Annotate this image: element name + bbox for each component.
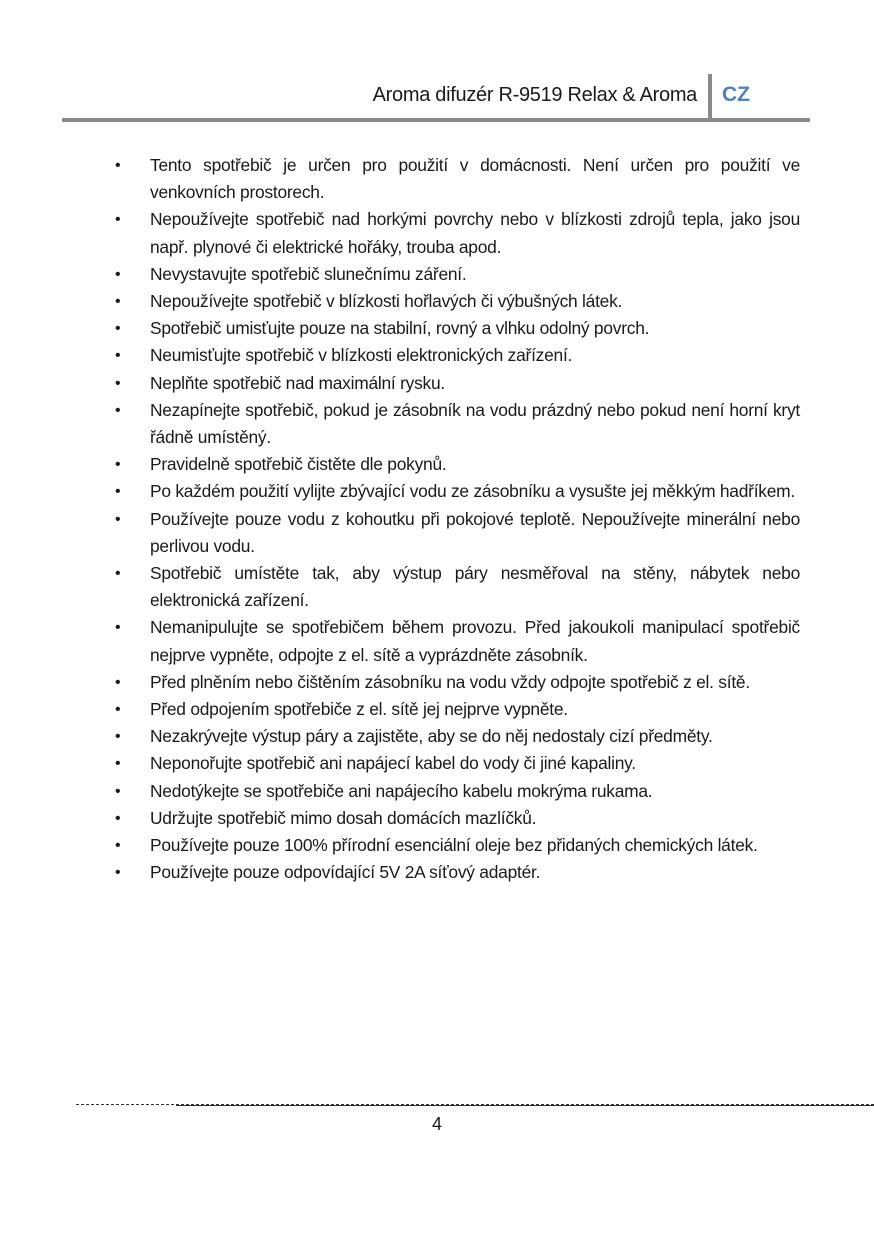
list-item-text: Nevystavujte spotřebič slunečnímu záření. xyxy=(150,263,467,284)
list-item-text: Udržujte spotřebič mimo dosah domácích mazlíčků. xyxy=(150,807,537,828)
header-rule xyxy=(62,118,810,122)
list-item xyxy=(110,315,800,342)
list-item-text: Nepoužívejte spotřebič v blízkosti hořlavých či výbušných látek. xyxy=(150,291,623,312)
list-item xyxy=(110,614,800,668)
header-divider xyxy=(708,74,712,120)
list-item-text: Neponořujte spotřebič ani napájecí kabel do vody či jiné kapaliny. xyxy=(150,753,636,774)
bullet-icon: • xyxy=(115,211,121,229)
bullet-icon: • xyxy=(115,293,121,311)
page-number: 4 xyxy=(431,1114,442,1134)
bullet-icon: • xyxy=(115,483,121,501)
bullet-icon: • xyxy=(115,565,121,583)
list-item-text: Před plněním nebo čištěním zásobníku na vodu vždy odpojte spotřebič z el. sítě. xyxy=(150,671,750,692)
list-item xyxy=(110,723,800,750)
list-item-text: Nezakrývejte výstup páry a zajistěte, aby se do něj nedostaly cizí předměty. xyxy=(150,726,713,747)
list-item xyxy=(110,451,800,478)
bullet-icon: • xyxy=(115,864,121,882)
list-item xyxy=(110,750,800,777)
page-header xyxy=(62,74,810,124)
bullet-icon: • xyxy=(115,728,121,746)
bullet-icon: • xyxy=(115,673,121,691)
bullet-icon: • xyxy=(115,401,121,419)
bullet-icon: • xyxy=(115,157,121,174)
list-item-text: Používejte pouze odpovídající 5V 2A síťový adaptér. xyxy=(150,862,541,883)
bullet-icon: • xyxy=(115,510,121,528)
bullet-list xyxy=(110,152,800,886)
list-item xyxy=(110,397,800,451)
list-item xyxy=(110,560,800,614)
bullet-icon: • xyxy=(115,701,121,719)
list-item xyxy=(110,669,800,696)
list-item-text: Používejte pouze vodu z kohoutku při pokojové teplotě. Nepoužívejte minerální nebo perlivou vodu. xyxy=(150,508,800,556)
list-item xyxy=(110,261,800,288)
list-item-text: Tento spotřebič je určen pro použití v domácnosti. Není určen pro použití ve venkovních prostorech. xyxy=(150,155,800,203)
list-item xyxy=(110,506,800,560)
bullet-icon: • xyxy=(115,456,121,474)
list-item xyxy=(110,859,800,886)
list-item-text: Nezapínejte spotřebič, pokud je zásobník na vodu prázdný nebo pokud není horní kryt řádně umístěný. xyxy=(150,399,800,448)
bullet-icon: • xyxy=(115,782,121,800)
list-item-text: Nedotýkejte se spotřebiče ani napájecího kabelu mokrýma rukama. xyxy=(150,780,653,801)
bullet-icon: • xyxy=(115,347,121,365)
list-item-text: Po každém použití vylijte zbývající vodu ze zásobníku a vysušte jej měkkým hadříkem. xyxy=(150,481,795,502)
list-item-text: Neumisťujte spotřebič v blízkosti elektronických zařízení. xyxy=(150,345,573,366)
list-item xyxy=(110,370,800,397)
list-item xyxy=(110,696,800,723)
list-item xyxy=(110,832,800,859)
list-item xyxy=(110,342,800,369)
bullet-icon: • xyxy=(115,320,121,338)
bullet-icon: • xyxy=(115,265,121,283)
list-item-text: Spotřebič umisťujte pouze na stabilní, rovný a vlhku odolný povrch. xyxy=(150,318,650,339)
footer-rule-solid xyxy=(176,1105,874,1106)
list-item-text: Pravidelně spotřebič čistěte dle pokynů. xyxy=(150,454,447,475)
list-item-text: Neplňte spotřebič nad maximální rysku. xyxy=(150,372,445,393)
list-item-text: Před odpojením spotřebiče z el. sítě jej nejprve vypněte. xyxy=(150,699,568,720)
bullet-icon: • xyxy=(115,837,121,855)
list-item-text: Používejte pouze 100% přírodní esenciální oleje bez přidaných chemických látek. xyxy=(150,835,758,856)
bullet-icon: • xyxy=(115,619,121,637)
list-item-text: Nepoužívejte spotřebič nad horkými povrchy nebo v blízkosti zdrojů tepla, jako jsou např. plynové či elektrické hořáky, trouba apod. xyxy=(150,209,800,257)
list-item xyxy=(110,805,800,832)
list-item xyxy=(110,778,800,805)
bullet-icon: • xyxy=(115,374,121,392)
language-code: CZ xyxy=(722,83,750,106)
list-item xyxy=(110,206,800,260)
document-title: Aroma difuzér R-9519 Relax & Aroma xyxy=(372,84,697,106)
bullet-icon: • xyxy=(115,755,121,773)
safety-instructions xyxy=(110,152,800,886)
list-item xyxy=(110,478,800,505)
bullet-icon: • xyxy=(115,809,121,827)
list-item xyxy=(110,152,800,206)
list-item xyxy=(110,288,800,315)
list-item-text: Spotřebič umístěte tak, aby výstup páry nesměřoval na stěny, nábytek nebo elektronická zařízení. xyxy=(150,563,800,611)
list-item-text: Nemanipulujte se spotřebičem během provozu. Před jakoukoli manipulací spotřebič nejprve vypněte, odpojte z el. sítě a vyprázdněte zásobník. xyxy=(150,617,800,665)
